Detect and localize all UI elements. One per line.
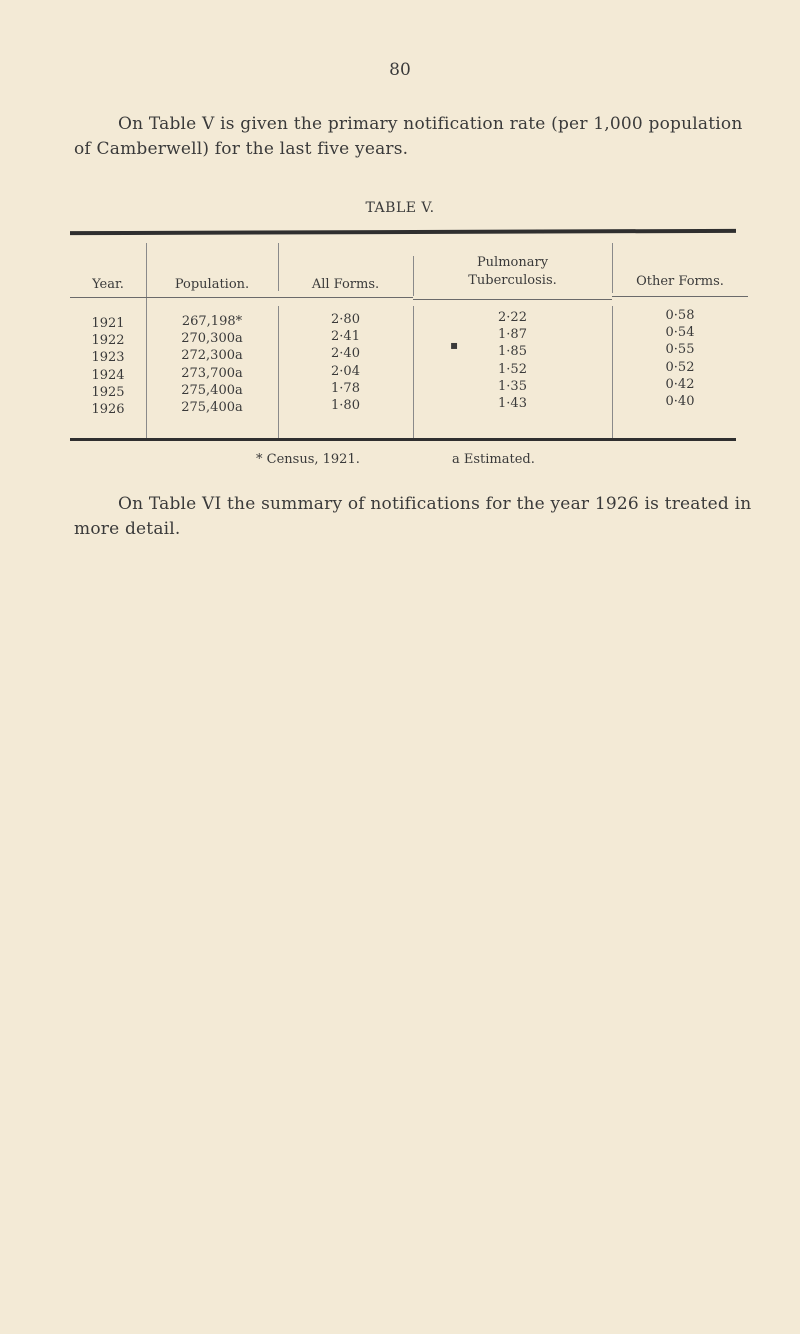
header-underline [413, 299, 612, 300]
all-forms-cell: 2·04 [331, 363, 360, 379]
year-cell: 1921 [91, 316, 125, 331]
pulmonary-cell: 1·35 [498, 378, 527, 394]
population-cell: 267,198* [181, 314, 243, 329]
population-cell: 270,300a [181, 331, 243, 347]
header-year: Year. [92, 277, 124, 292]
all-forms-cell: 2·80 [331, 312, 360, 327]
header-underline [70, 297, 146, 298]
page-number: 80 [389, 60, 411, 80]
year-cell: 1924 [91, 367, 125, 383]
year-cell: 1922 [91, 333, 125, 349]
population-cell: 273,700a [181, 365, 243, 381]
all-forms-cell: 2·40 [331, 346, 360, 362]
footnote-census: * Census, 1921. [256, 452, 360, 467]
other-forms-cell: 0·58 [665, 308, 695, 323]
column-other-forms [612, 307, 748, 410]
pulmonary-cell: 2·22 [498, 310, 527, 325]
intro-paragraph: On Table V is given the primary notification rate (per 1,000 population of Camberwell) for the last five years. [74, 114, 743, 159]
population-cell: 275,400a [181, 382, 243, 398]
column-all-forms [278, 311, 413, 414]
other-forms-cell: 0·42 [665, 376, 695, 392]
header-pulmonary-line1: Pulmonary [476, 255, 549, 270]
table-top-rule [70, 229, 736, 235]
table-bottom-rule [70, 438, 736, 441]
year-cell: 1925 [91, 384, 125, 400]
pulmonary-cell: 1·43 [498, 396, 527, 412]
pulmonary-cell: 1·52 [498, 361, 527, 377]
header-all-forms: All Forms. [311, 277, 380, 292]
other-forms-cell: 0·54 [665, 325, 695, 341]
header-pulmonary-line2: Tuberculosis. [468, 273, 557, 288]
stray-ink-mark: ▪ [450, 338, 459, 352]
header-other-forms: Other Forms. [636, 274, 724, 289]
year-cell: 1923 [91, 350, 125, 366]
header-underline [278, 297, 413, 298]
column-population [146, 313, 278, 416]
other-forms-cell: 0·40 [665, 394, 695, 410]
table-caption: TABLE V. [365, 200, 435, 216]
pulmonary-cell: 1·87 [498, 327, 527, 343]
column-pulmonary [413, 309, 612, 412]
all-forms-cell: 1·78 [331, 380, 360, 396]
header-population: Population. [174, 277, 250, 292]
year-cell: 1926 [91, 402, 125, 418]
all-forms-cell: 2·41 [331, 329, 360, 345]
column-year [70, 315, 146, 418]
closing-paragraph: On Table VI the summary of notifications for the year 1926 is treated in more detail. [74, 494, 752, 539]
population-cell: 275,400a [181, 400, 243, 416]
other-forms-cell: 0·55 [665, 342, 695, 358]
population-cell: 272,300a [181, 348, 243, 364]
header-underline [612, 296, 748, 297]
other-forms-cell: 0·52 [665, 359, 695, 375]
all-forms-cell: 1·80 [331, 398, 360, 414]
pulmonary-cell: 1·85 [498, 344, 527, 360]
footnote-estimated: a Estimated. [452, 452, 535, 467]
header-underline [146, 297, 278, 298]
